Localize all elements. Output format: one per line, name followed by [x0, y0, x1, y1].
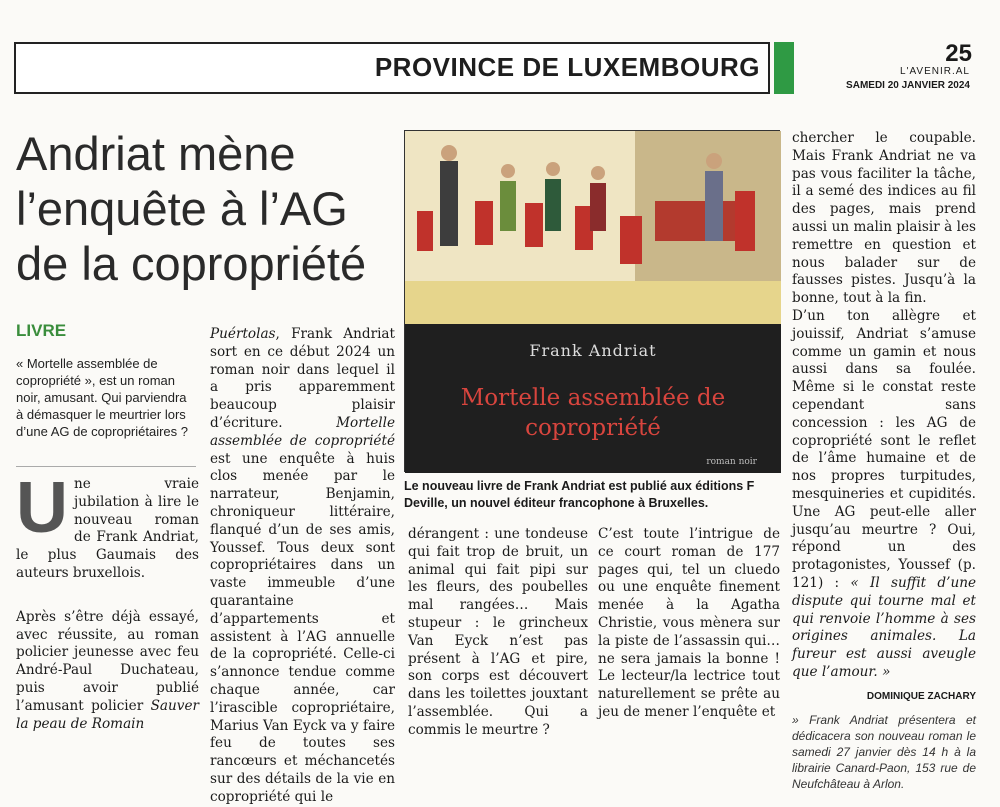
book-title-ref-main: Mortelle assemblée de copropriété	[210, 414, 395, 449]
article-column-1	[16, 468, 199, 733]
article-standfirst: « Mortelle assemblée de copropriété », est un roman noir, amusant. Qui parviendra à démasquer le meurtrier lors d’une AG de copropriétaires ?	[16, 356, 188, 439]
paragraph-intro	[16, 468, 199, 583]
section-color-bar	[774, 42, 794, 94]
standfirst-divider	[16, 466, 196, 467]
cover-author: Frank Andriat	[529, 341, 657, 360]
intro-text: ne vraie jubilation à lire le nouveau roman de Frank Andriat, le plus Gaumais des auteurs bruxellois.	[16, 476, 199, 581]
paragraph-6	[792, 308, 976, 682]
article-column-2	[210, 326, 395, 807]
photo-caption: Le nouveau livre de Frank Andriat est publié aux éditions F Deville, un nouvel éditeur francophone à Bruxelles.	[404, 479, 755, 510]
newspaper-name: L'AVENIR.AL	[900, 66, 970, 77]
paragraph-2	[16, 609, 199, 734]
cover-illustration	[405, 131, 781, 324]
article-column-4: C’est toute l’intrigue de ce court roman de 177 pages qui, tel un cluedo ou une enquête finement menée à la Agatha Christie, vous mènera sur la piste de l’assassin qui… ne sera jamais la bonne ! Le lecteur/la lectrice tout naturellement se prête au jeu de mener l’enquête et	[598, 526, 780, 720]
cover-title: Mortelle assemblée de copropriété	[460, 385, 726, 441]
article-column-3: dérangent : une tondeuse qui fait trop de bruit, un animal qui fait pipi sur les fleurs, des poubelles mal rangées… Mais stupeur : le grincheux Van Eyck n’est pas présent à l’AG et pire, son corps est découvert dans les toilettes jouxtant l’assemblée. Qui a commis le meurtre ?	[408, 526, 588, 738]
protagonist-quote: « Il suffit d’une dispute qui tourne mal et qui renvoie l’homme à ses origines animales. La fureur est aussi aveugle que l’amour. »	[792, 574, 976, 680]
paragraph-3	[210, 326, 395, 807]
paragraph-6-text: D’un ton allègre et jouissif, Andriat s’amuse comme un gamin et nous aussi dans sa foulée. Même si le constat reste cependant sans concession : les AG de copropriété sont le reflet de l’âme humaine et de nos propres turpitudes, mesquineries et cupidités. Une AG peut-elle aller jusqu’au meurtre ? Oui, répond un des protagonistes, Youssef (p. 121) :	[792, 307, 976, 591]
article-headline: Andriat mène l’enquête à l’AG de la copropriété	[16, 127, 367, 290]
author-signature: DOMINIQUE ZACHARY	[866, 690, 976, 702]
paragraph-3-text-a: , Frank Andriat sort en ce début 2024 un roman noir dans lequel il a pris apparemment beaucoup plaisir d’écriture.	[210, 326, 395, 431]
book-title-ref: Sauver la peau de Romain	[16, 697, 199, 732]
paragraph-3-text-b: est une enquête à huis clos menée par le narrateur, Benjamin, chroniqueur littéraire, flanqué d’un de ses amis, Youssef. Tous deux sont copropriétaires dans un vaste immeuble d’une quarantaine d’appartements et assistent à l’AG annuelle de la copropriété. Celle-ci s’annonce tendue comme chaque année, car l’irascible copropriétaire, Marius Van Eyck va y faire feu de toutes ses rancœurs et méchancetés sur des détails de la vie en copropriété qui le	[210, 450, 395, 805]
issue-date: SAMEDI 20 JANVIER 2024	[846, 80, 970, 91]
book-title-ref-end: Puértolas	[210, 326, 276, 342]
section-title: PROVINCE DE LUXEMBOURG	[374, 52, 760, 82]
book-cover-image	[404, 130, 780, 472]
paragraph-5: chercher le coupable. Mais Frank Andriat ne va pas vous faciliter la tâche, il a semé des indices au fil des pages, mais prend aussi un malin plaisir à les remettre en question et nous balader sur de fausses pistes. Jusqu’à la bonne, tout à la fin.	[792, 130, 976, 307]
article-kicker: LIVRE	[16, 321, 67, 340]
section-header-band	[14, 42, 770, 94]
drop-cap: U	[16, 468, 68, 548]
book-signing-note: » Frank Andriat présentera et dédicacera son nouveau roman le samedi 27 janvier dès 14 h à la librairie Canard-Paon, 153 rue de Neufchâteau à Arlon.	[792, 712, 976, 791]
page-number: 25	[945, 40, 972, 67]
paragraph-2-text: Après s’être déjà essayé, avec réussite, au roman policier jeunesse avec feu André-Paul Duchateau, puis avoir publié l’amusant policier	[16, 608, 199, 714]
article-column-5	[792, 130, 976, 792]
cover-genre: roman noir	[706, 457, 757, 467]
